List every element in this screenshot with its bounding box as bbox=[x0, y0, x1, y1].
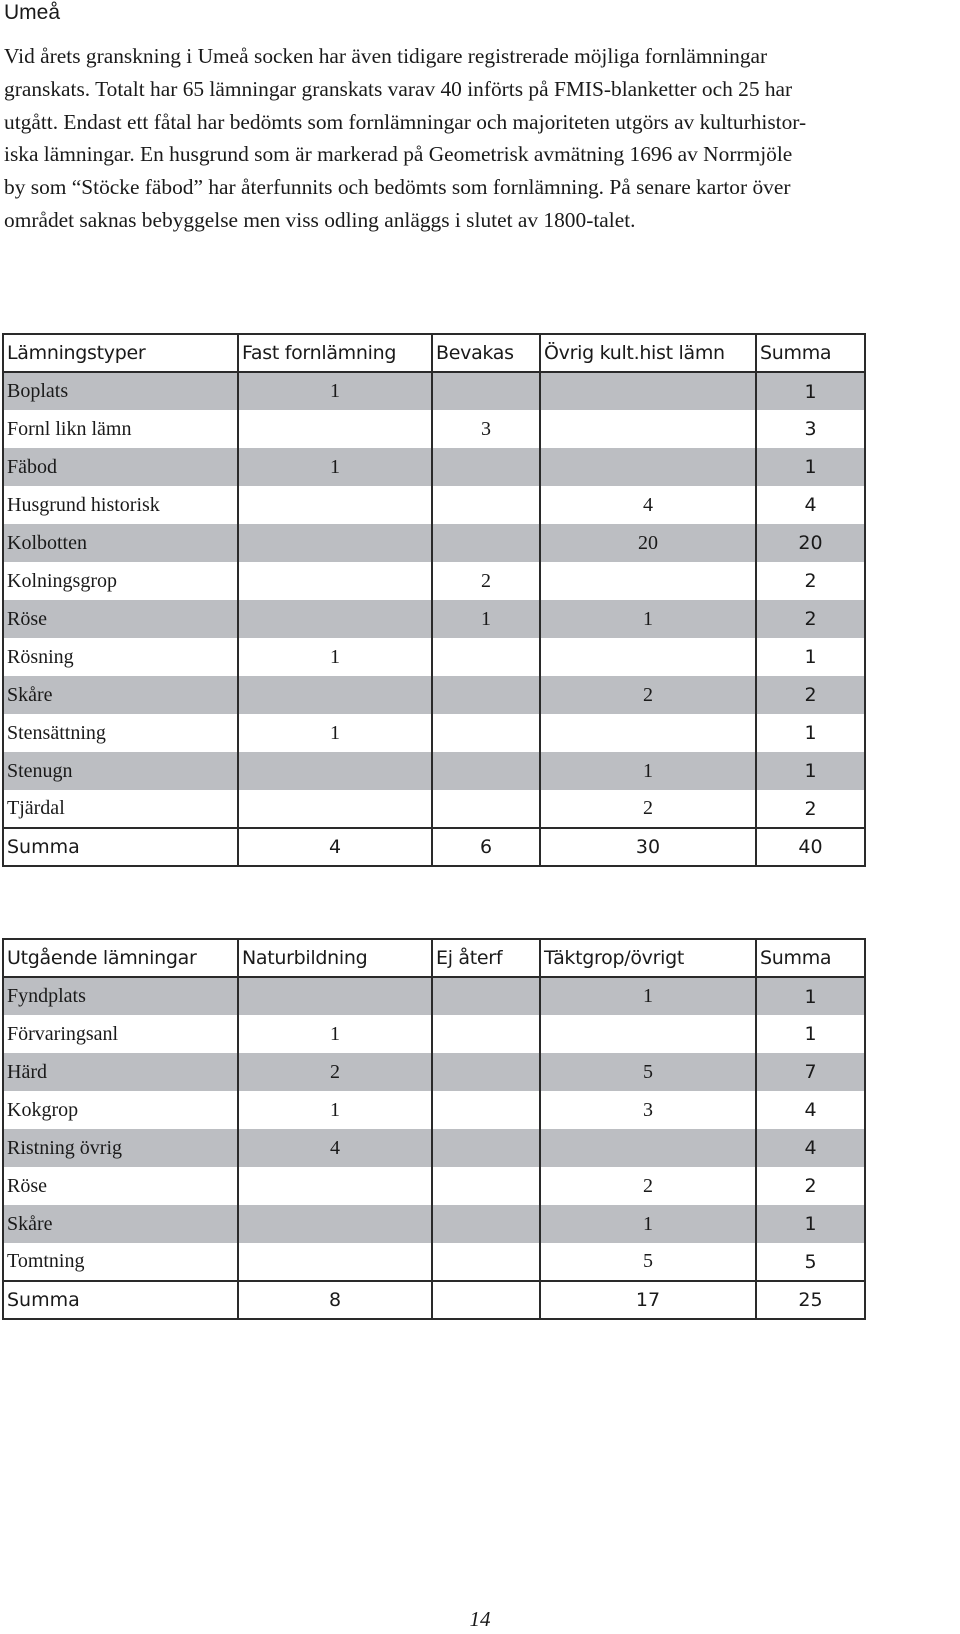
row-sum-cell: 1 bbox=[756, 752, 865, 790]
row-label: Skåre bbox=[3, 1205, 238, 1243]
value-cell bbox=[540, 638, 756, 676]
value-cell bbox=[238, 562, 432, 600]
value-cell bbox=[432, 714, 540, 752]
value-cell bbox=[540, 562, 756, 600]
total-row bbox=[3, 828, 865, 866]
total-cell: 40 bbox=[756, 828, 865, 866]
table-header bbox=[3, 939, 865, 977]
header-row bbox=[3, 334, 865, 372]
column-header: Fast fornlämning bbox=[238, 334, 432, 372]
value-cell: 2 bbox=[540, 790, 756, 828]
row-sum-cell: 2 bbox=[756, 1167, 865, 1205]
row-label: Härd bbox=[3, 1053, 238, 1091]
value-cell bbox=[238, 752, 432, 790]
value-cell: 4 bbox=[540, 486, 756, 524]
row-label: Fornl likn lämn bbox=[3, 410, 238, 448]
value-cell bbox=[540, 1015, 756, 1053]
value-cell: 1 bbox=[540, 600, 756, 638]
row-sum-cell: 2 bbox=[756, 790, 865, 828]
value-cell: 4 bbox=[238, 1129, 432, 1167]
value-cell bbox=[238, 1243, 432, 1281]
value-cell bbox=[432, 676, 540, 714]
value-cell: 1 bbox=[540, 1205, 756, 1243]
value-cell: 1 bbox=[540, 752, 756, 790]
value-cell bbox=[540, 410, 756, 448]
column-header: Naturbildning bbox=[238, 939, 432, 977]
row-label: Boplats bbox=[3, 372, 238, 410]
table-row bbox=[3, 714, 865, 752]
total-cell: 8 bbox=[238, 1281, 432, 1319]
row-sum-cell: 1 bbox=[756, 1015, 865, 1053]
row-label: Ristning övrig bbox=[3, 1129, 238, 1167]
intro-line: granskats. Totalt har 65 lämningar granskats varav 40 införts på FMIS-blanketter och 25 har bbox=[4, 76, 793, 101]
table-row bbox=[3, 448, 865, 486]
value-cell bbox=[238, 676, 432, 714]
total-cell bbox=[432, 1281, 540, 1319]
intro-paragraph bbox=[4, 40, 922, 237]
column-header: Lämningstyper bbox=[3, 334, 238, 372]
value-cell bbox=[238, 486, 432, 524]
value-cell bbox=[540, 1129, 756, 1167]
table-row bbox=[3, 486, 865, 524]
value-cell bbox=[238, 410, 432, 448]
value-cell bbox=[432, 524, 540, 562]
value-cell bbox=[432, 977, 540, 1015]
value-cell: 5 bbox=[540, 1053, 756, 1091]
value-cell bbox=[432, 1015, 540, 1053]
header-row bbox=[3, 939, 865, 977]
table-row bbox=[3, 676, 865, 714]
value-cell: 1 bbox=[238, 1015, 432, 1053]
table-row bbox=[3, 562, 865, 600]
row-sum-cell: 1 bbox=[756, 448, 865, 486]
value-cell: 1 bbox=[238, 638, 432, 676]
value-cell bbox=[238, 1205, 432, 1243]
intro-line: Vid årets granskning i Umeå socken har även tidigare registrerade möjliga fornlämningar bbox=[4, 44, 768, 68]
value-cell: 1 bbox=[540, 977, 756, 1015]
value-cell bbox=[432, 1091, 540, 1129]
table-row bbox=[3, 1015, 865, 1053]
table-row bbox=[3, 600, 865, 638]
row-label: Kolningsgrop bbox=[3, 562, 238, 600]
table-row bbox=[3, 638, 865, 676]
row-sum-cell: 7 bbox=[756, 1053, 865, 1091]
table-row bbox=[3, 1243, 865, 1281]
value-cell bbox=[540, 714, 756, 752]
page-number: 14 bbox=[469, 1607, 491, 1631]
table-row bbox=[3, 977, 865, 1015]
row-label: Kokgrop bbox=[3, 1091, 238, 1129]
total-cell: 30 bbox=[540, 828, 756, 866]
value-cell bbox=[432, 448, 540, 486]
value-cell bbox=[432, 486, 540, 524]
column-header: Ej återf bbox=[432, 939, 540, 977]
value-cell bbox=[238, 600, 432, 638]
table-body bbox=[3, 977, 865, 1319]
value-cell: 1 bbox=[238, 372, 432, 410]
value-cell: 3 bbox=[432, 410, 540, 448]
value-cell bbox=[238, 977, 432, 1015]
row-sum-cell: 1 bbox=[756, 1205, 865, 1243]
row-sum-cell: 2 bbox=[756, 676, 865, 714]
column-header: Täktgrop/övrigt bbox=[540, 939, 756, 977]
remains-types-table bbox=[2, 333, 866, 867]
value-cell bbox=[432, 1053, 540, 1091]
table-row bbox=[3, 410, 865, 448]
total-cell: 4 bbox=[238, 828, 432, 866]
column-header: Summa bbox=[756, 939, 865, 977]
total-label: Summa bbox=[3, 828, 238, 866]
total-cell: 25 bbox=[756, 1281, 865, 1319]
row-sum-cell: 1 bbox=[756, 977, 865, 1015]
value-cell bbox=[540, 372, 756, 410]
table-body bbox=[3, 372, 865, 866]
table-row bbox=[3, 1167, 865, 1205]
value-cell: 1 bbox=[238, 714, 432, 752]
table-row bbox=[3, 790, 865, 828]
value-cell: 2 bbox=[540, 676, 756, 714]
value-cell: 2 bbox=[238, 1053, 432, 1091]
total-cell: 17 bbox=[540, 1281, 756, 1319]
value-cell: 2 bbox=[432, 562, 540, 600]
value-cell: 1 bbox=[238, 448, 432, 486]
outgoing-remains-table bbox=[2, 938, 866, 1320]
intro-line: by som “Stöcke fäbod” har återfunnits och bedömts som fornlämning. På senare kartor över bbox=[4, 175, 791, 200]
row-label: Röse bbox=[3, 600, 238, 638]
value-cell: 3 bbox=[540, 1091, 756, 1129]
row-label: Stenugn bbox=[3, 752, 238, 790]
value-cell bbox=[432, 638, 540, 676]
row-sum-cell: 2 bbox=[756, 562, 865, 600]
value-cell bbox=[540, 448, 756, 486]
column-header: Utgående lämningar bbox=[3, 939, 238, 977]
row-label: Skåre bbox=[3, 676, 238, 714]
value-cell bbox=[432, 1205, 540, 1243]
intro-line: iska lämningar. En husgrund som är markerad på Geometrisk avmätning 1696 av Norrmjöle bbox=[4, 142, 793, 167]
column-header: Bevakas bbox=[432, 334, 540, 372]
column-header: Övrig kult.hist lämn bbox=[540, 334, 756, 372]
table-row bbox=[3, 1091, 865, 1129]
row-label: Husgrund historisk bbox=[3, 486, 238, 524]
row-sum-cell: 4 bbox=[756, 486, 865, 524]
table-row bbox=[3, 1053, 865, 1091]
row-sum-cell: 20 bbox=[756, 524, 865, 562]
row-sum-cell: 5 bbox=[756, 1243, 865, 1281]
column-header: Summa bbox=[756, 334, 865, 372]
value-cell: 5 bbox=[540, 1243, 756, 1281]
row-label: Kolbotten bbox=[3, 524, 238, 562]
intro-line: utgått. Endast ett fåtal har bedömts som fornlämningar och majoriteten utgörs av kulturhistor- bbox=[4, 109, 807, 134]
row-sum-cell: 3 bbox=[756, 410, 865, 448]
value-cell: 1 bbox=[238, 1091, 432, 1129]
row-sum-cell: 4 bbox=[756, 1091, 865, 1129]
value-cell bbox=[238, 1167, 432, 1205]
value-cell bbox=[432, 1129, 540, 1167]
row-label: Fyndplats bbox=[3, 977, 238, 1015]
table-row bbox=[3, 1205, 865, 1243]
value-cell bbox=[238, 524, 432, 562]
table-row bbox=[3, 524, 865, 562]
value-cell: 2 bbox=[540, 1167, 756, 1205]
table-row bbox=[3, 372, 865, 410]
table-row bbox=[3, 1129, 865, 1167]
value-cell bbox=[432, 372, 540, 410]
row-label: Stensättning bbox=[3, 714, 238, 752]
value-cell: 20 bbox=[540, 524, 756, 562]
section-heading: Umeå bbox=[4, 1, 61, 24]
row-label: Tomtning bbox=[3, 1243, 238, 1281]
row-label: Förvaringsanl bbox=[3, 1015, 238, 1053]
row-label: Röse bbox=[3, 1167, 238, 1205]
value-cell bbox=[432, 1167, 540, 1205]
row-sum-cell: 4 bbox=[756, 1129, 865, 1167]
total-label: Summa bbox=[3, 1281, 238, 1319]
table-header bbox=[3, 334, 865, 372]
total-cell: 6 bbox=[432, 828, 540, 866]
value-cell: 1 bbox=[432, 600, 540, 638]
value-cell bbox=[432, 790, 540, 828]
row-sum-cell: 2 bbox=[756, 600, 865, 638]
total-row bbox=[3, 1281, 865, 1319]
row-label: Rösning bbox=[3, 638, 238, 676]
value-cell bbox=[432, 752, 540, 790]
row-label: Fäbod bbox=[3, 448, 238, 486]
value-cell bbox=[238, 790, 432, 828]
row-sum-cell: 1 bbox=[756, 638, 865, 676]
row-label: Tjärdal bbox=[3, 790, 238, 828]
value-cell bbox=[432, 1243, 540, 1281]
intro-line: området saknas bebyggelse men viss odling anläggs i slutet av 1800-talet. bbox=[4, 207, 636, 232]
table-row bbox=[3, 752, 865, 790]
row-sum-cell: 1 bbox=[756, 372, 865, 410]
row-sum-cell: 1 bbox=[756, 714, 865, 752]
